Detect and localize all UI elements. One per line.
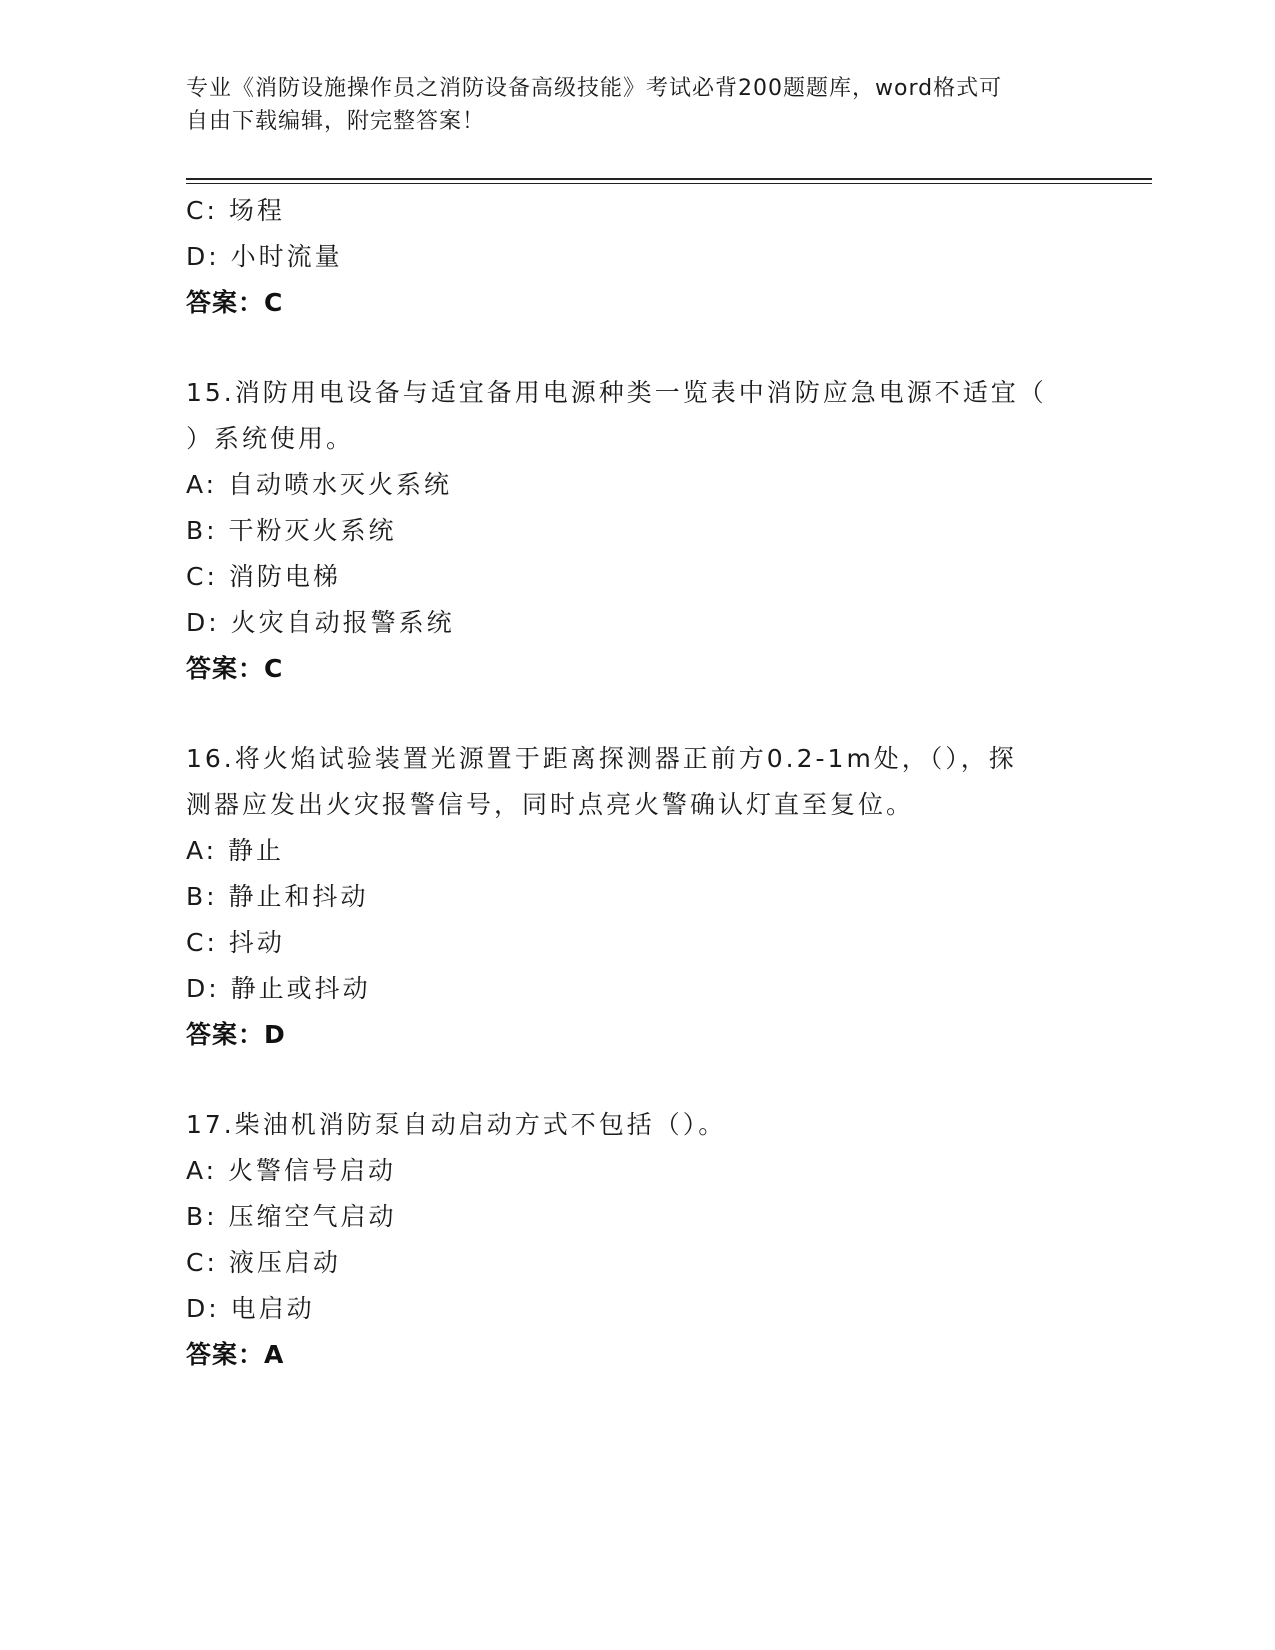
- question-gap: [186, 326, 1066, 370]
- option-a: A: 自动喷水灭火系统: [186, 470, 453, 499]
- question-stem-line-2: 测器应发出火灾报警信号，同时点亮火警确认灯直至复位。: [186, 790, 915, 819]
- document-header: [186, 72, 1066, 138]
- option-d: D: 电启动: [186, 1294, 315, 1323]
- question-stem-line-1: 16.将火焰试验装置光源置于距离探测器正前方0.2-1m处，（），探: [186, 744, 1017, 773]
- question-17: [186, 1102, 1066, 1378]
- question-list: [186, 188, 1066, 1378]
- option-b: B: 压缩空气启动: [186, 1202, 397, 1231]
- option-b: B: 静止和抖动: [186, 882, 369, 911]
- option-c: C: 抖动: [186, 928, 285, 957]
- option-b: B: 干粉灭火系统: [186, 516, 397, 545]
- answer-line: 答案：A: [186, 1340, 285, 1369]
- question-stem-line-1: 17.柴油机消防泵自动启动方式不包括（）。: [186, 1110, 727, 1139]
- option-c: C: 消防电梯: [186, 562, 341, 591]
- question-14-tail: [186, 188, 1066, 326]
- answer-line: 答案：C: [186, 654, 284, 683]
- question-gap: [186, 692, 1066, 736]
- option-a: A: 火警信号启动: [186, 1156, 397, 1185]
- header-line-1: 专业《消防设施操作员之消防设备高级技能》考试必背200题题库，word格式可: [186, 76, 1003, 101]
- question-15: [186, 370, 1066, 692]
- answer-line: 答案：D: [186, 1020, 286, 1049]
- question-stem-line-2: ）系统使用。: [186, 424, 355, 453]
- option-d: D: 火灾自动报警系统: [186, 608, 455, 637]
- question-16: [186, 736, 1066, 1058]
- option-a: A: 静止: [186, 836, 285, 865]
- option-d: D: 小时流量: [186, 242, 343, 271]
- option-c: C: 液压启动: [186, 1248, 341, 1277]
- header-divider-thin: [186, 183, 1152, 184]
- question-gap: [186, 1058, 1066, 1102]
- option-d: D: 静止或抖动: [186, 974, 371, 1003]
- option-c: C: 场程: [186, 196, 285, 225]
- header-line-2: 自由下载编辑，附完整答案！: [186, 109, 486, 134]
- question-stem-line-1: 15.消防用电设备与适宜备用电源种类一览表中消防应急电源不适宜（: [186, 378, 1047, 407]
- header-divider-thick: [186, 178, 1152, 180]
- answer-line: 答案：C: [186, 288, 284, 317]
